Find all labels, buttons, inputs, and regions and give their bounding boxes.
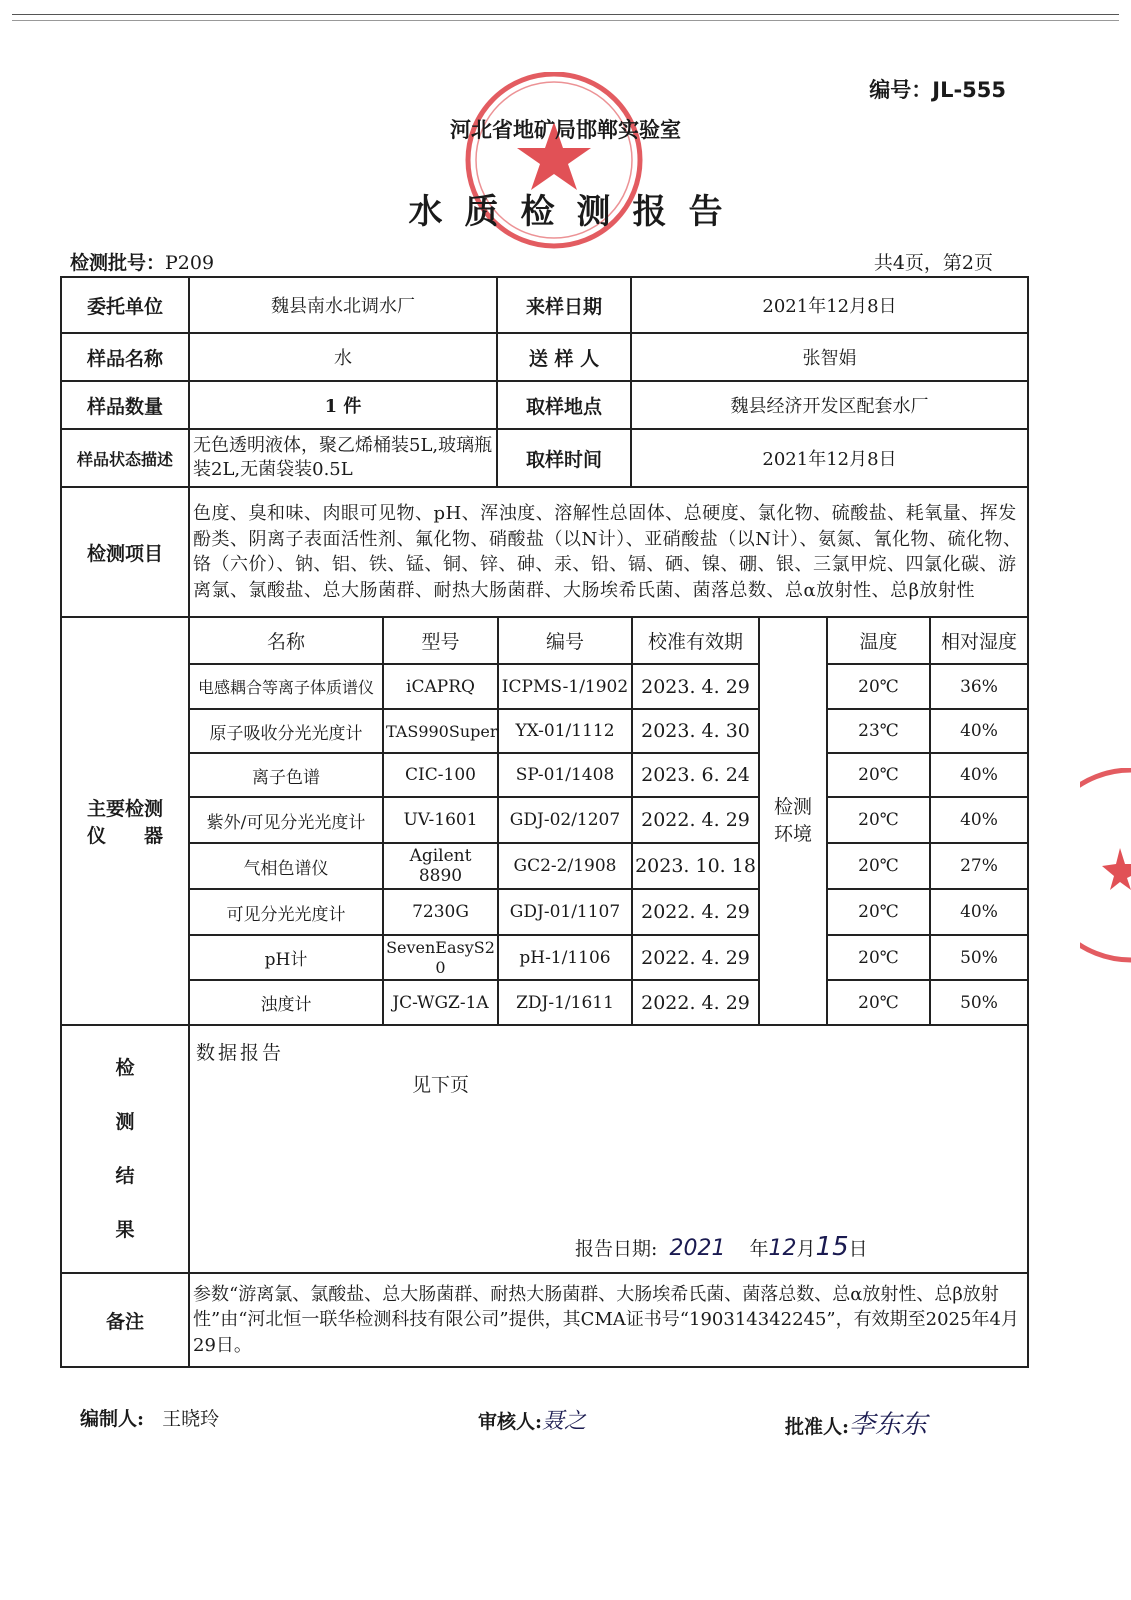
instrument-model: UV-1601 [383,797,498,843]
instrument-humidity: 40% [930,889,1027,935]
header-valid: 校准有效期 [632,618,759,664]
report-date-month: 12 [768,1236,797,1261]
reviewer-label: 审核人: [478,1411,543,1433]
header-id: 编号 [498,618,632,664]
header-model: 型号 [383,618,498,664]
result-label-char: 结 [115,1165,135,1187]
table-row [190,889,1027,935]
result-label-char: 测 [115,1111,135,1133]
table-row [190,797,1027,843]
report-date-day: 15 [815,1232,849,1262]
table-row [190,753,1027,797]
sender-label: 送 样 人 [497,333,631,381]
items-label: 检测项目 [61,487,189,617]
state-label: 样品状态描述 [61,429,189,487]
sample-date-value: 2021年12月8日 [631,277,1028,333]
remark-value: 参数“游离氯、氯酸盐、总大肠菌群、耐热大肠菌群、大肠埃希氏菌、菌落总数、总α放射性、总β放射性”由“河北恒一联华检测科技有限公司”提供，其CMA证书号“190314342245”，有效期至2025年4月29日。 [189,1273,1028,1367]
instrument-id: SP-01/1408 [498,753,632,797]
instrument-id: GDJ-01/1107 [498,889,632,935]
document-number: 编号：JL-555 [869,78,1006,102]
instrument-temp: 20℃ [827,753,930,797]
instrument-temp: 20℃ [827,797,930,843]
env-label [759,618,827,1024]
reviewer [478,1404,586,1435]
instrument-name: pH计 [190,935,383,980]
instrument-temp: 20℃ [827,664,930,709]
instrument-name: 原子吸收分光光度计 [190,709,383,753]
instrument-model: iCAPRQ [383,664,498,709]
report-date-year-unit: 年 [749,1238,769,1260]
instrument-humidity: 50% [930,935,1027,980]
instruments-label-line2: 仪 器 [86,825,163,847]
lab-name: 河北省地矿局邯郸实验室 [450,117,681,142]
top-rule [12,14,1119,15]
report-date-label: 报告日期: [575,1238,658,1260]
instrument-valid: 2023. 4. 29 [632,664,759,709]
client-label: 委托单位 [61,277,189,333]
remark-label: 备注 [61,1273,189,1367]
instrument-id: ZDJ-1/1611 [498,980,632,1024]
instrument-valid: 2022. 4. 29 [632,889,759,935]
page-info: 共4页，第2页 [873,252,993,274]
approver-signature: 李东东 [849,1410,928,1440]
items-value: 色度、臭和味、肉眼可见物、pH、浑浊度、溶解性总固体、总硬度、氯化物、硫酸盐、耗氧量、挥发酚类、阴离子表面活性剂、氟化物、硝酸盐（以N计）、亚硝酸盐（以N计）、氨氮、氰化物、硫化物、铬（六价）、钠、铝、铁、锰、铜、锌、砷、汞、铅、镉、硒、镍、硼、银、三氯甲烷、四氯化碳、游离氯、氯酸盐、总大肠菌群、耐热大肠菌群、大肠埃希氏菌、菌落总数、总α放射性、总β放射性 [189,487,1028,617]
instrument-model: JC-WGZ-1A [383,980,498,1024]
instrument-id: GC2-2/1908 [498,843,632,889]
instrument-humidity: 50% [930,980,1027,1024]
instrument-valid: 2022. 4. 29 [632,935,759,980]
report-table [60,276,1029,1368]
approver-label: 批准人: [785,1416,850,1438]
instrument-temp: 20℃ [827,843,930,889]
env-label-line2: 环境 [773,823,812,845]
sender-value: 张智娟 [631,333,1028,381]
instrument-temp: 20℃ [827,889,930,935]
reviewer-signature: 聂之 [542,1409,587,1434]
instrument-name: 电感耦合等离子体质谱仪 [190,664,383,709]
instrument-name: 浊度计 [190,980,383,1024]
instrument-temp: 23℃ [827,709,930,753]
table-row [190,935,1027,980]
instrument-valid: 2023. 10. 18 [632,843,759,889]
top-rule-2 [12,20,1119,21]
instruments-table [190,618,1027,1024]
result-label [61,1025,189,1273]
result-see-next: 见下页 [412,1074,470,1096]
instrument-name: 可见分光光度计 [190,889,383,935]
batch-number [70,248,214,275]
instrument-valid: 2022. 4. 29 [632,797,759,843]
report-date-day-unit: 日 [848,1238,868,1260]
approver [785,1404,927,1441]
instrument-valid: 2023. 4. 30 [632,709,759,753]
result-content [189,1025,1028,1273]
instrument-humidity: 36% [930,664,1027,709]
quantity-value: 1 件 [189,381,497,429]
table-row [190,980,1027,1024]
instruments-label [61,617,189,1025]
preparer-label: 编制人: [80,1408,145,1430]
result-label-char: 检 [115,1057,135,1079]
instrument-model: Agilent 8890 [383,843,498,889]
instrument-id: GDJ-02/1207 [498,797,632,843]
instrument-model: SevenEasyS20 [383,935,498,980]
instrument-model: CIC-100 [383,753,498,797]
location-label: 取样地点 [497,381,631,429]
instrument-model: TAS990Super [383,709,498,753]
location-value: 魏县经济开发区配套水厂 [631,381,1028,429]
instruments-label-line1: 主要检测 [86,798,163,820]
report-date [575,1232,868,1262]
instrument-id: pH-1/1106 [498,935,632,980]
instrument-name: 气相色谱仪 [190,843,383,889]
instrument-model: 7230G [383,889,498,935]
instrument-humidity: 40% [930,709,1027,753]
instrument-name: 离子色谱 [190,753,383,797]
env-label-line1: 检测 [773,796,812,818]
batch-label: 检测批号： [70,252,166,274]
table-row [190,843,1027,889]
sample-name-value: 水 [189,333,497,381]
report-title: 水质检测报告 [408,192,745,232]
result-title: 数据报告 [196,1042,285,1064]
instrument-humidity: 40% [930,753,1027,797]
instrument-humidity: 27% [930,843,1027,889]
header-temp: 温度 [827,618,930,664]
instrument-valid: 2023. 6. 24 [632,753,759,797]
quantity-label: 样品数量 [61,381,189,429]
sample-date-label: 来样日期 [497,277,631,333]
header-name: 名称 [190,618,383,664]
batch-value: P209 [165,252,215,274]
table-row [190,709,1027,753]
result-label-char: 果 [115,1219,135,1241]
instrument-humidity: 40% [930,797,1027,843]
header-humidity: 相对湿度 [930,618,1027,664]
instrument-id: ICPMS-1/1902 [498,664,632,709]
instrument-temp: 20℃ [827,980,930,1024]
state-value: 无色透明液体，聚乙烯桶装5L,玻璃瓶装2L,无菌袋装0.5L [189,429,497,487]
report-date-year: 2021 [669,1236,726,1261]
client-value: 魏县南水北调水厂 [189,277,497,333]
official-seal-icon [446,72,666,262]
sample-name-label: 样品名称 [61,333,189,381]
time-label: 取样时间 [497,429,631,487]
instrument-name: 紫外/可见分光光度计 [190,797,383,843]
partial-seal-icon [1080,768,1131,968]
table-row [190,664,1027,709]
report-date-month-unit: 月 [796,1238,816,1260]
time-value: 2021年12月8日 [631,429,1028,487]
preparer-name: 王晓玲 [162,1408,220,1430]
instrument-id: YX-01/1112 [498,709,632,753]
preparer [80,1404,219,1431]
instrument-temp: 20℃ [827,935,930,980]
instrument-valid: 2022. 4. 29 [632,980,759,1024]
